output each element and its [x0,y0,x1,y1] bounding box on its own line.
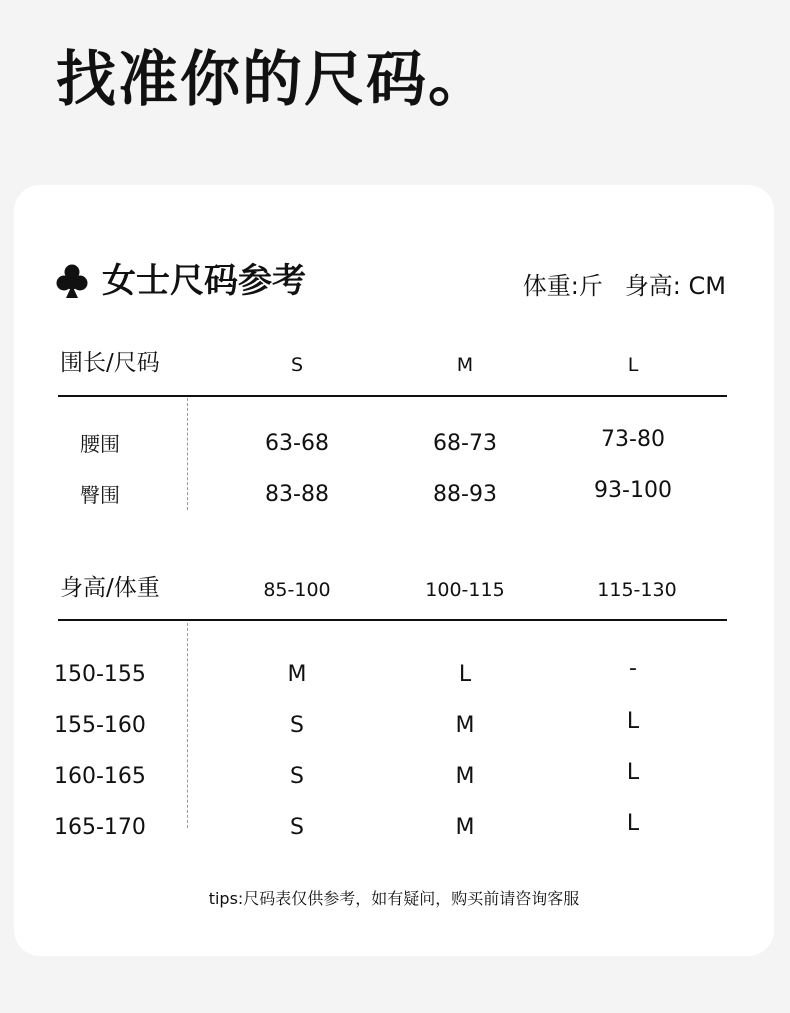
row-label: 160-165 [54,764,146,789]
table-cell: M [455,815,475,840]
row-label: 臀围 [80,483,120,507]
table-cell: M [455,713,475,738]
column-header: 115-130 [597,579,677,601]
size-chart-card [14,185,774,956]
table-cell: L [626,760,640,785]
column-header: S [290,354,304,376]
table-header-label: 围长/尺码 [60,350,160,376]
header-divider [58,619,727,621]
page-title: 找准你的尺码。 [56,45,490,115]
row-label: 155-160 [54,713,146,738]
table-header [14,335,774,395]
table-cell: S [290,815,304,840]
table-cell: 83-88 [265,482,329,507]
column-header: 85-100 [263,579,331,601]
table-cell: 68-73 [433,431,497,456]
row-label: 腰围 [80,432,120,456]
table-cell: 63-68 [265,431,329,456]
tips-note: tips:尺码表仅供参考，如有疑问，购买前请咨询客服 [208,889,580,908]
table-row [14,419,774,470]
table-cell: M [287,662,307,687]
table-header [14,560,774,620]
height-weight-table [14,560,774,840]
unit-note [523,269,726,303]
weight-unit: 体重:斤 [522,272,603,300]
table-cell: 88-93 [433,482,497,507]
table-cell: 93-100 [594,478,672,503]
table-cell: 73-80 [601,427,665,452]
section-title: 女士尺码参考 [102,261,306,301]
table-cell: L [626,709,640,734]
club-icon [56,263,88,299]
table-row [14,470,774,521]
table-row [14,701,774,752]
column-header: M [456,354,474,376]
waist-hip-table [14,335,774,515]
table-cell: M [455,764,475,789]
header-divider [58,395,727,397]
table-row [14,650,774,701]
row-label: 165-170 [54,815,146,840]
row-label: 150-155 [54,662,146,687]
table-row [14,803,774,854]
section-header [14,185,774,325]
table-row [14,752,774,803]
table-cell: S [290,764,304,789]
table-cell: L [458,662,472,687]
table-header-label: 身高/体重 [60,575,160,601]
table-cell: S [290,713,304,738]
height-unit: 身高: CM [624,272,726,300]
column-header: L [627,354,639,376]
table-cell: - [629,656,637,681]
table-cell: L [626,811,640,836]
column-header: 100-115 [425,579,505,601]
